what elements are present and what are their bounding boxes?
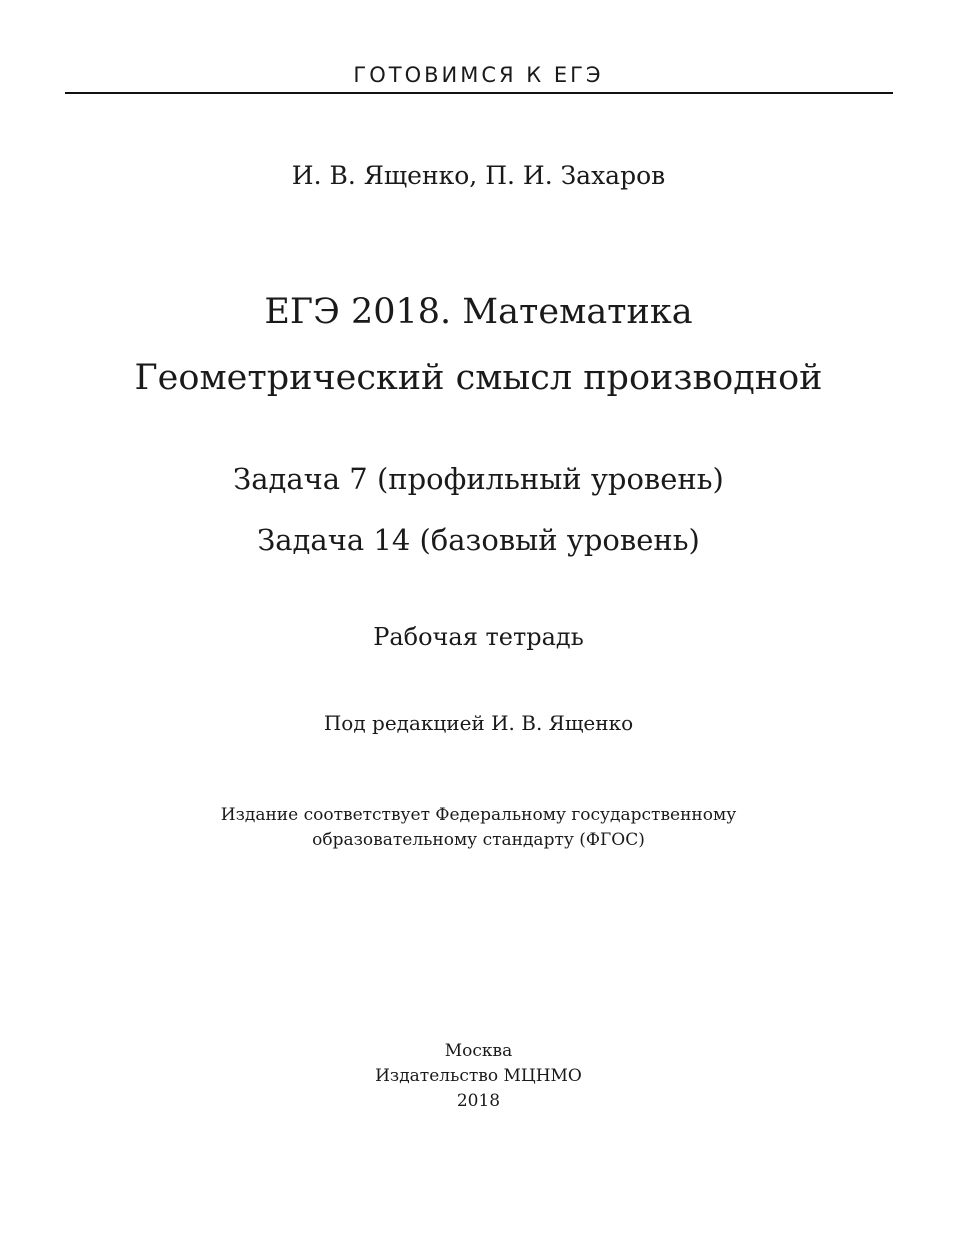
imprint-year: 2018 xyxy=(456,1091,501,1111)
book-title-line-1: ЕГЭ 2018. Математика xyxy=(264,292,693,332)
task-subtitle-1: Задача 7 (профильный уровень) xyxy=(233,462,724,496)
standard-note-line-2: образовательному стандарту (ФГОС) xyxy=(312,830,645,850)
book-title-line-2: Геометрический смысл производной xyxy=(134,358,823,398)
imprint-city: Москва xyxy=(444,1041,513,1061)
task-subtitle-2: Задача 14 (базовый уровень) xyxy=(257,523,700,557)
header-rule xyxy=(65,92,893,94)
editor-credit: Под редакцией И. В. Ященко xyxy=(323,711,634,735)
standard-note-line-1: Издание соответствует Федеральному государственному xyxy=(220,805,737,825)
authors: И. В. Ященко, П. И. Захаров xyxy=(291,161,666,190)
workbook-label: Рабочая тетрадь xyxy=(373,623,584,651)
series-header: ГОТОВИМСЯ К ЕГЭ xyxy=(353,63,604,87)
imprint-publisher: Издательство МЦНМО xyxy=(375,1066,582,1086)
